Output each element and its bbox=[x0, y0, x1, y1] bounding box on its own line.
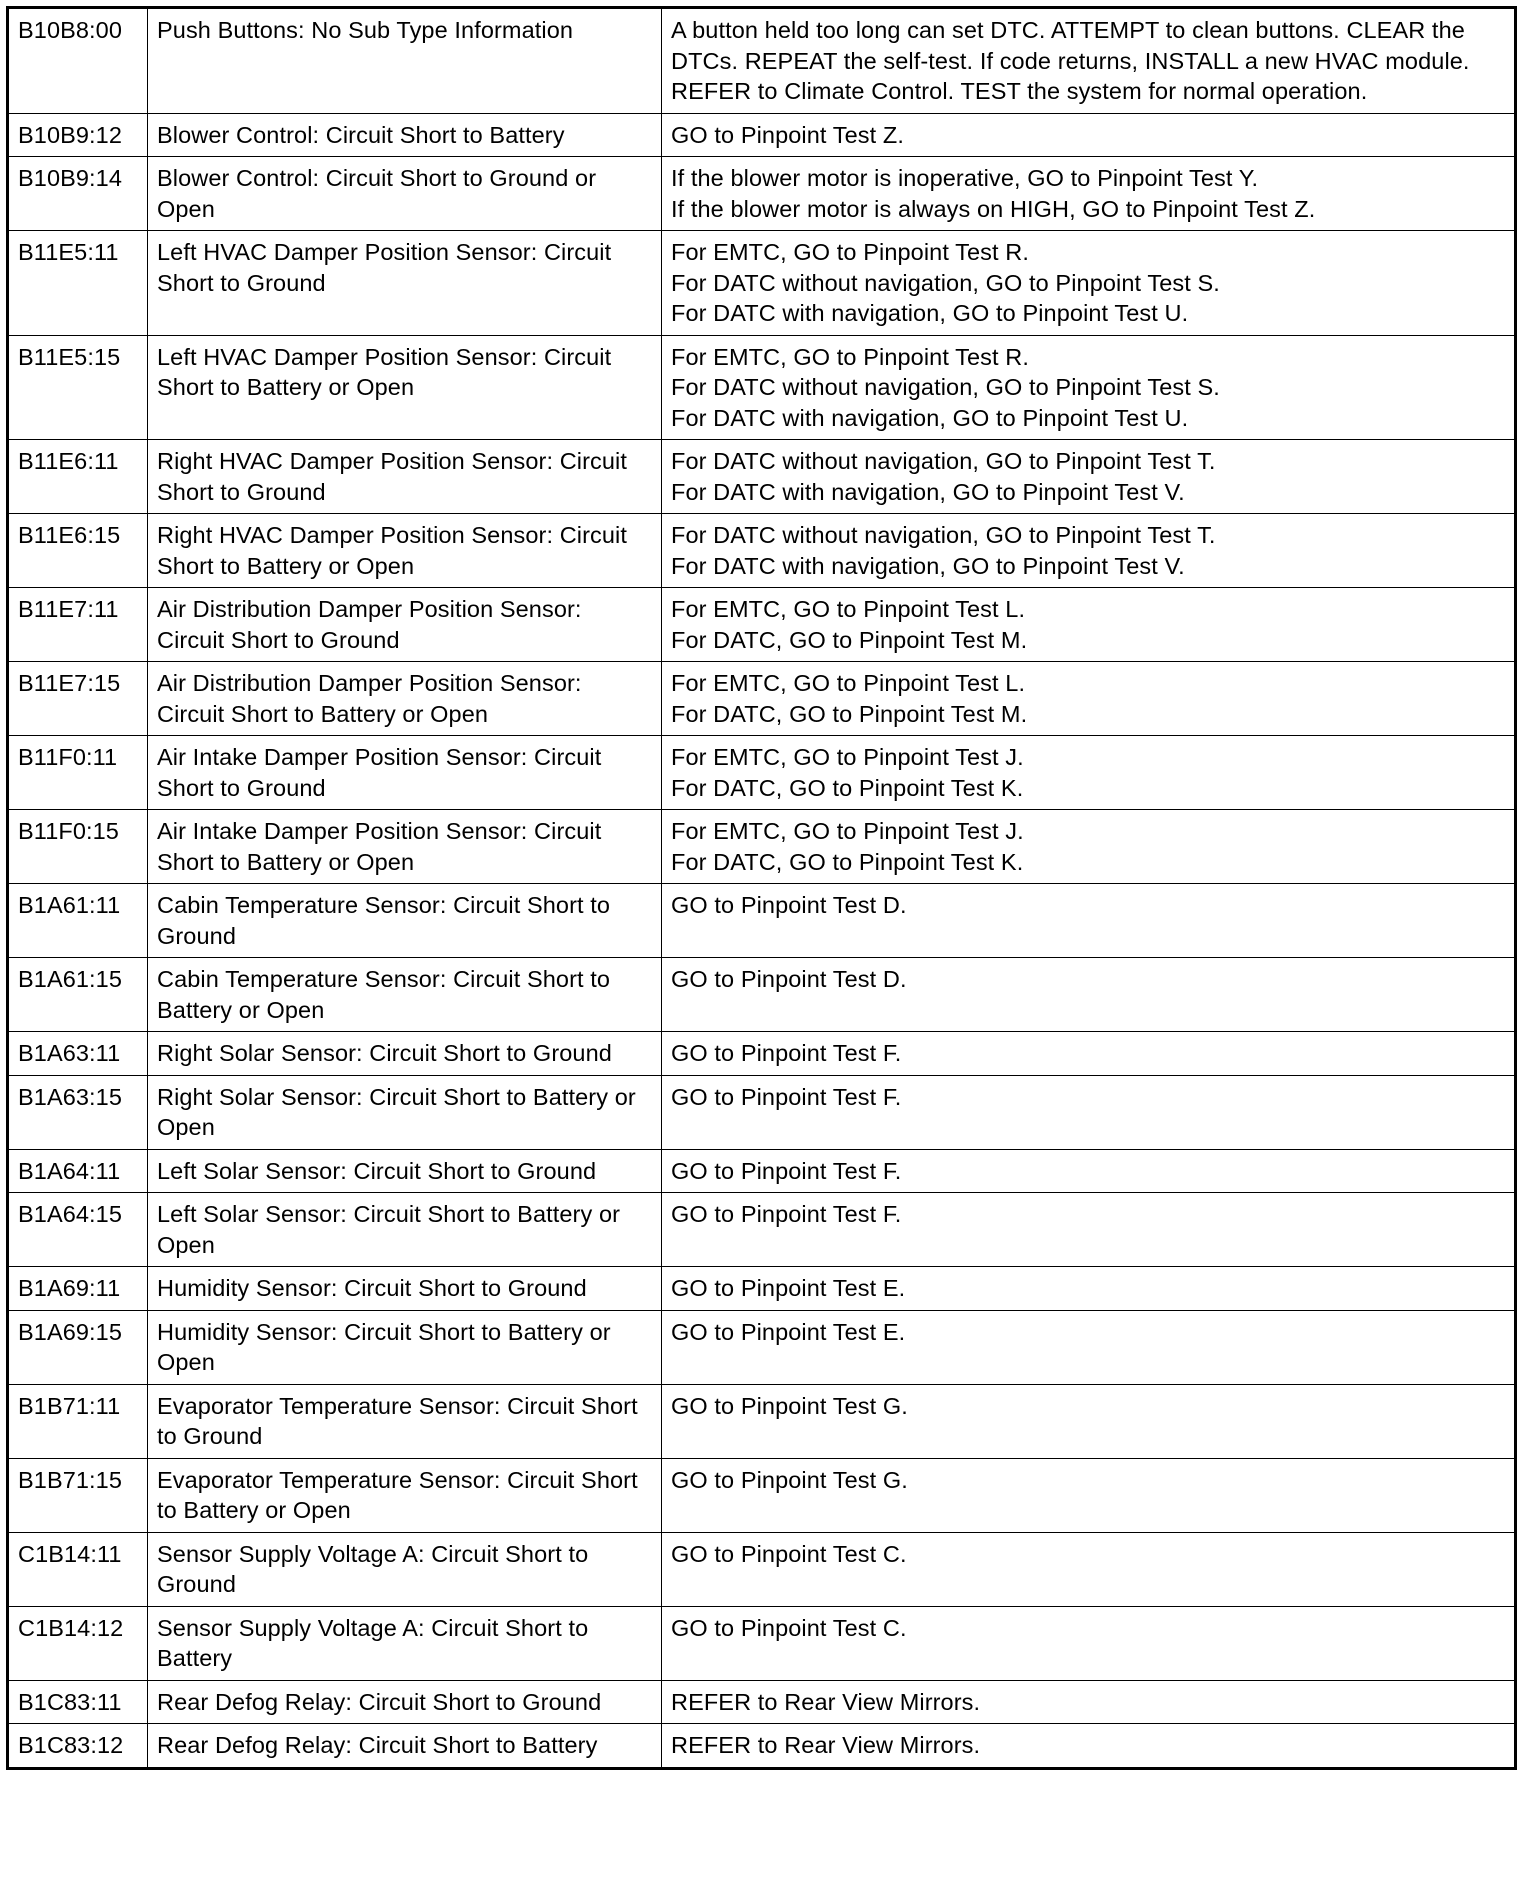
table-row bbox=[8, 736, 1516, 810]
dtc-code-cell: B1A63:11 bbox=[8, 1032, 148, 1076]
dtc-description-cell: Left Solar Sensor: Circuit Short to Battery or Open bbox=[148, 1193, 662, 1267]
action-line: For DATC, GO to Pinpoint Test M. bbox=[671, 626, 1028, 653]
action-line: GO to Pinpoint Test D. bbox=[671, 892, 907, 918]
dtc-action-cell bbox=[662, 588, 1516, 662]
action-line: For EMTC, GO to Pinpoint Test J. bbox=[671, 744, 1024, 770]
action-line: GO to Pinpoint Test F. bbox=[671, 1157, 902, 1184]
dtc-code-cell: B11F0:15 bbox=[8, 810, 148, 884]
dtc-code-cell: B1A64:11 bbox=[8, 1149, 148, 1193]
dtc-action-cell bbox=[662, 1267, 1516, 1311]
dtc-code-cell: B1B71:15 bbox=[8, 1458, 148, 1532]
table-row bbox=[8, 1310, 1516, 1384]
dtc-description-cell: Right HVAC Damper Position Sensor: Circuit Short to Battery or Open bbox=[148, 514, 662, 588]
dtc-description-cell: Evaporator Temperature Sensor: Circuit Short to Battery or Open bbox=[148, 1458, 662, 1532]
dtc-action-cell bbox=[662, 1310, 1516, 1384]
dtc-code-cell: B11E5:15 bbox=[8, 335, 148, 440]
dtc-code-cell: B11E7:11 bbox=[8, 588, 148, 662]
action-line: For DATC, GO to Pinpoint Test K. bbox=[671, 848, 1024, 875]
table-row bbox=[8, 588, 1516, 662]
dtc-action-cell bbox=[662, 1149, 1516, 1193]
dtc-action-cell bbox=[662, 1075, 1516, 1149]
action-line: For DATC with navigation, GO to Pinpoint Test V. bbox=[671, 478, 1185, 505]
dtc-description-cell: Evaporator Temperature Sensor: Circuit Short to Ground bbox=[148, 1384, 662, 1458]
dtc-action-cell bbox=[662, 1606, 1516, 1680]
action-line: GO to Pinpoint Test E. bbox=[671, 1275, 906, 1301]
action-line: GO to Pinpoint Test C. bbox=[671, 1540, 907, 1567]
action-line: GO to Pinpoint Test C. bbox=[671, 1614, 907, 1641]
action-line: For DATC, GO to Pinpoint Test K. bbox=[671, 774, 1024, 801]
table-row bbox=[8, 157, 1516, 231]
dtc-code-cell: B1C83:12 bbox=[8, 1724, 148, 1769]
dtc-table bbox=[6, 6, 1517, 1770]
dtc-code-cell: B1A64:15 bbox=[8, 1193, 148, 1267]
dtc-table-body bbox=[8, 8, 1516, 1769]
dtc-code-cell: B11E5:11 bbox=[8, 231, 148, 336]
dtc-code-cell: B11F0:11 bbox=[8, 736, 148, 810]
dtc-action-cell bbox=[662, 514, 1516, 588]
dtc-description-cell: Cabin Temperature Sensor: Circuit Short to Ground bbox=[148, 884, 662, 958]
dtc-code-cell: B1A69:11 bbox=[8, 1267, 148, 1311]
dtc-description-cell: Sensor Supply Voltage A: Circuit Short to Ground bbox=[148, 1532, 662, 1606]
dtc-code-cell: B1A63:15 bbox=[8, 1075, 148, 1149]
dtc-code-cell: B1B71:11 bbox=[8, 1384, 148, 1458]
action-line: GO to Pinpoint Test G. bbox=[671, 1466, 908, 1493]
dtc-action-cell bbox=[662, 1458, 1516, 1532]
table-row bbox=[8, 958, 1516, 1032]
table-row bbox=[8, 1532, 1516, 1606]
dtc-description-cell: Left HVAC Damper Position Sensor: Circuit Short to Ground bbox=[148, 231, 662, 336]
table-row bbox=[8, 1149, 1516, 1193]
dtc-action-cell bbox=[662, 231, 1516, 336]
dtc-description-cell: Push Buttons: No Sub Type Information bbox=[148, 8, 662, 114]
dtc-description-cell: Cabin Temperature Sensor: Circuit Short to Battery or Open bbox=[148, 958, 662, 1032]
action-line: REFER to Rear View Mirrors. bbox=[671, 1688, 981, 1715]
dtc-code-cell: C1B14:11 bbox=[8, 1532, 148, 1606]
dtc-description-cell: Humidity Sensor: Circuit Short to Ground bbox=[148, 1267, 662, 1311]
table-row bbox=[8, 440, 1516, 514]
table-row bbox=[8, 514, 1516, 588]
table-row bbox=[8, 1606, 1516, 1680]
dtc-code-cell: B11E6:15 bbox=[8, 514, 148, 588]
table-row bbox=[8, 1193, 1516, 1267]
action-line: For DATC with navigation, GO to Pinpoint Test U. bbox=[671, 300, 1189, 326]
dtc-code-cell: B1C83:11 bbox=[8, 1680, 148, 1724]
table-row bbox=[8, 8, 1516, 114]
dtc-description-cell: Air Distribution Damper Position Sensor: Circuit Short to Ground bbox=[148, 588, 662, 662]
action-line: If the blower motor is inoperative, GO to Pinpoint Test Y. bbox=[671, 165, 1259, 191]
action-line: GO to Pinpoint Test F. bbox=[671, 1083, 902, 1110]
dtc-action-cell bbox=[662, 1680, 1516, 1724]
dtc-action-cell bbox=[662, 335, 1516, 440]
dtc-description-cell: Rear Defog Relay: Circuit Short to Ground bbox=[148, 1680, 662, 1724]
dtc-action-cell bbox=[662, 810, 1516, 884]
dtc-action-cell bbox=[662, 1384, 1516, 1458]
table-row bbox=[8, 335, 1516, 440]
action-line: GO to Pinpoint Test G. bbox=[671, 1392, 908, 1419]
dtc-action-cell bbox=[662, 1724, 1516, 1769]
dtc-description-cell: Left HVAC Damper Position Sensor: Circuit Short to Battery or Open bbox=[148, 335, 662, 440]
dtc-description-cell: Blower Control: Circuit Short to Battery bbox=[148, 113, 662, 157]
table-row bbox=[8, 1724, 1516, 1769]
dtc-action-cell bbox=[662, 1032, 1516, 1076]
dtc-description-cell: Left Solar Sensor: Circuit Short to Ground bbox=[148, 1149, 662, 1193]
action-line: For DATC without navigation, GO to Pinpoint Test T. bbox=[671, 448, 1216, 474]
action-line: GO to Pinpoint Test D. bbox=[671, 966, 907, 992]
action-line: For EMTC, GO to Pinpoint Test J. bbox=[671, 818, 1024, 844]
dtc-description-cell: Air Intake Damper Position Sensor: Circuit Short to Battery or Open bbox=[148, 810, 662, 884]
action-line: GO to Pinpoint Test F. bbox=[671, 1201, 902, 1227]
table-row bbox=[8, 1032, 1516, 1076]
action-line: A button held too long can set DTC. ATTEMPT to clean buttons. CLEAR the DTCs. REPEAT the self-test. If code returns, INSTALL a new HVAC module. REFER to Climate Control. TEST the system for normal operation. bbox=[671, 17, 1470, 104]
action-line: For DATC without navigation, GO to Pinpoint Test T. bbox=[671, 522, 1216, 548]
dtc-description-cell: Sensor Supply Voltage A: Circuit Short to Battery bbox=[148, 1606, 662, 1680]
table-row bbox=[8, 1384, 1516, 1458]
dtc-action-cell bbox=[662, 958, 1516, 1032]
action-line: For DATC with navigation, GO to Pinpoint Test V. bbox=[671, 552, 1185, 579]
dtc-action-cell bbox=[662, 113, 1516, 157]
action-line: For EMTC, GO to Pinpoint Test R. bbox=[671, 343, 1029, 370]
table-row bbox=[8, 1458, 1516, 1532]
action-line: GO to Pinpoint Test Z. bbox=[671, 121, 904, 148]
dtc-action-cell bbox=[662, 1532, 1516, 1606]
dtc-code-cell: B10B8:00 bbox=[8, 8, 148, 114]
dtc-code-cell: B1A61:11 bbox=[8, 884, 148, 958]
action-line: For DATC, GO to Pinpoint Test M. bbox=[671, 700, 1028, 727]
dtc-action-cell bbox=[662, 662, 1516, 736]
dtc-code-cell: B1A69:15 bbox=[8, 1310, 148, 1384]
dtc-description-cell: Air Intake Damper Position Sensor: Circuit Short to Ground bbox=[148, 736, 662, 810]
dtc-action-cell bbox=[662, 8, 1516, 114]
action-line: For DATC with navigation, GO to Pinpoint Test U. bbox=[671, 404, 1189, 431]
table-row bbox=[8, 662, 1516, 736]
dtc-action-cell bbox=[662, 157, 1516, 231]
dtc-description-cell: Air Distribution Damper Position Sensor: Circuit Short to Battery or Open bbox=[148, 662, 662, 736]
dtc-code-cell: B1A61:15 bbox=[8, 958, 148, 1032]
action-line: For DATC without navigation, GO to Pinpoint Test S. bbox=[671, 269, 1220, 296]
table-row bbox=[8, 231, 1516, 336]
dtc-description-cell: Rear Defog Relay: Circuit Short to Battery bbox=[148, 1724, 662, 1769]
table-row bbox=[8, 113, 1516, 157]
action-line: GO to Pinpoint Test E. bbox=[671, 1318, 906, 1345]
action-line: GO to Pinpoint Test F. bbox=[671, 1040, 902, 1066]
dtc-description-cell: Right HVAC Damper Position Sensor: Circuit Short to Ground bbox=[148, 440, 662, 514]
dtc-code-cell: B11E6:11 bbox=[8, 440, 148, 514]
table-row bbox=[8, 810, 1516, 884]
action-line: REFER to Rear View Mirrors. bbox=[671, 1732, 981, 1758]
dtc-code-cell: B10B9:14 bbox=[8, 157, 148, 231]
action-line: If the blower motor is always on HIGH, GO to Pinpoint Test Z. bbox=[671, 195, 1316, 222]
dtc-action-cell bbox=[662, 440, 1516, 514]
dtc-description-cell: Right Solar Sensor: Circuit Short to Battery or Open bbox=[148, 1075, 662, 1149]
table-row bbox=[8, 1075, 1516, 1149]
dtc-action-cell bbox=[662, 884, 1516, 958]
dtc-action-cell bbox=[662, 736, 1516, 810]
dtc-action-cell bbox=[662, 1193, 1516, 1267]
action-line: For DATC without navigation, GO to Pinpoint Test S. bbox=[671, 374, 1220, 400]
action-line: For EMTC, GO to Pinpoint Test R. bbox=[671, 239, 1029, 265]
dtc-code-cell: B10B9:12 bbox=[8, 113, 148, 157]
dtc-code-cell: C1B14:12 bbox=[8, 1606, 148, 1680]
dtc-code-cell: B11E7:15 bbox=[8, 662, 148, 736]
document-page bbox=[6, 6, 1514, 1770]
table-row bbox=[8, 884, 1516, 958]
dtc-description-cell: Right Solar Sensor: Circuit Short to Ground bbox=[148, 1032, 662, 1076]
action-line: For EMTC, GO to Pinpoint Test L. bbox=[671, 596, 1026, 622]
table-row bbox=[8, 1267, 1516, 1311]
action-line: For EMTC, GO to Pinpoint Test L. bbox=[671, 670, 1026, 696]
dtc-description-cell: Humidity Sensor: Circuit Short to Battery or Open bbox=[148, 1310, 662, 1384]
table-row bbox=[8, 1680, 1516, 1724]
dtc-description-cell: Blower Control: Circuit Short to Ground or Open bbox=[148, 157, 662, 231]
